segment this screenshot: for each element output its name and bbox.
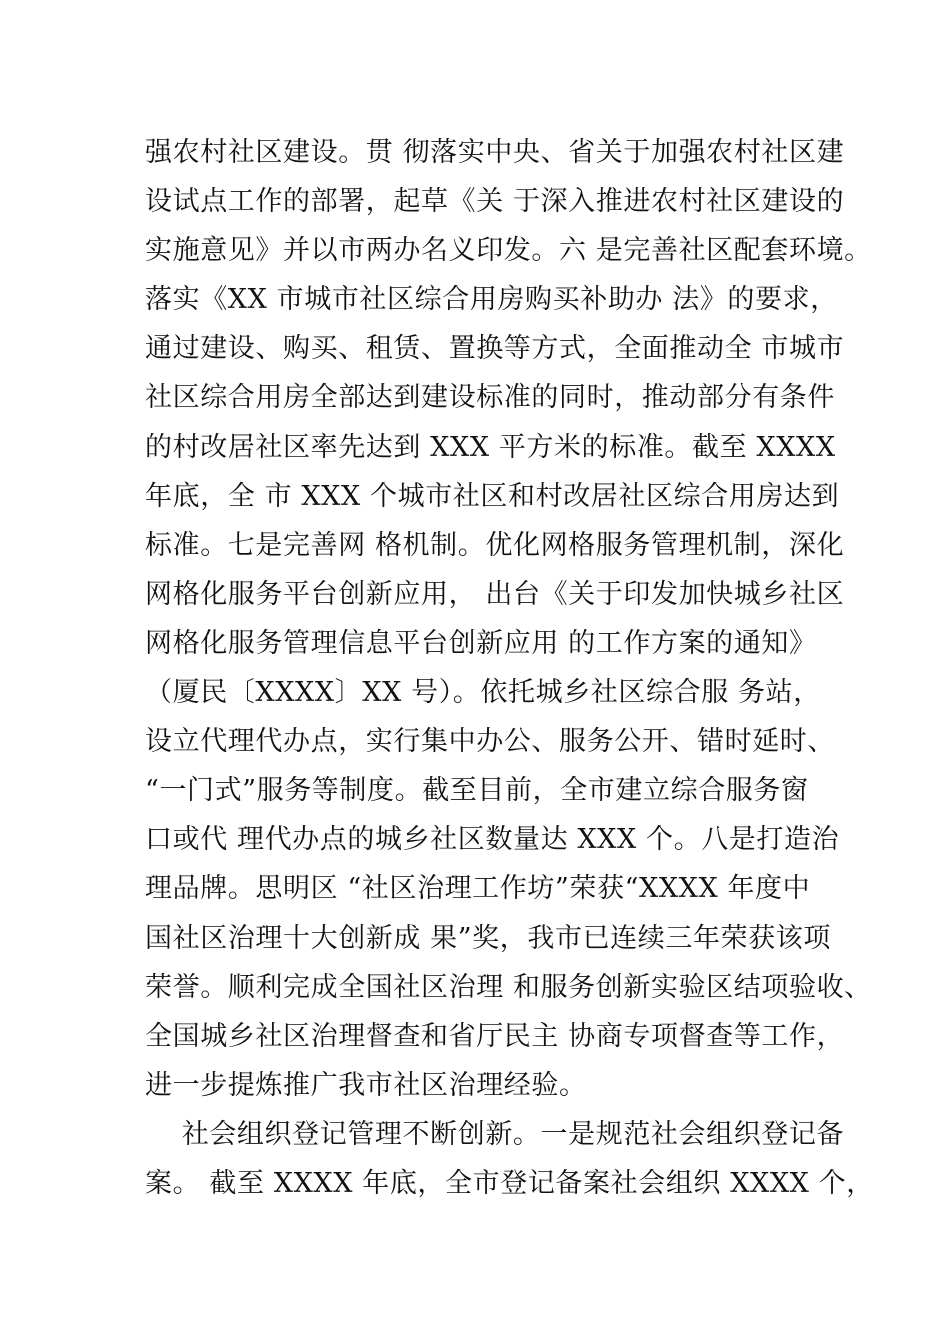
text-line: 荣誉。顺利完成全国社区治理 和服务创新实验区结项验收、	[145, 971, 872, 1003]
text-line: 强农村社区建设。贯 彻落实中央、省关于加强农村社区建	[145, 137, 845, 168]
text-line: 标准。七是完善网 格机制。优化网格服务管理机制，深化	[145, 529, 845, 561]
text-line: “一门式”服务等制度。截至目前，全市建立综合服务窗	[145, 775, 809, 807]
body-text	[145, 128, 874, 1208]
text-line: 全国城乡社区治理督查和省厅民主 协商专项督查等工作，	[145, 1020, 845, 1052]
text-line: 设立代理代办点，实行集中办公、服务公开、错时延时、	[145, 726, 835, 758]
text-line: 实施意见》并以市两办名义印发。六 是完善社区配套环境。	[145, 235, 872, 267]
text-line: 通过建设、购买、租赁、置换等方式，全面推动全 市城市	[145, 333, 845, 365]
text-line: 年底，全 市 XXX 个城市社区和村改居社区综合用房达到	[145, 480, 840, 512]
text-line: 设试点工作的部署，起草《关 于深入推进农村社区建设的	[145, 186, 845, 218]
text-line: 网格化服务平台创新应用， 出台《关于印发加快城乡社区	[145, 578, 845, 610]
text-line: 案。 截至 XXXX 年底，全市登记备案社会组织 XXXX 个，	[145, 1167, 874, 1199]
text-line: 口或代 理代办点的城乡社区数量达 XXX 个。八是打造治	[145, 824, 840, 856]
text-line: 进一步提炼推广我市社区治理经验。	[145, 1069, 587, 1101]
text-line: 国社区治理十大创新成 果”奖，我市已连续三年荣获该项	[145, 922, 831, 954]
text-line: 网格化服务管理信息平台创新应用 的工作方案的通知》	[145, 627, 817, 659]
text-line: 社区综合用房全部达到建设标准的同时，推动部分有条件	[145, 382, 835, 414]
text-line: 理品牌。思明区 “社区治理工作坊”荣获“XXXX 年度中	[145, 873, 811, 905]
paragraph-start-line: 社会组织登记管理不断创新。一是规范社会组织登记备	[145, 1118, 845, 1150]
text-line: 落实《XX 市城市社区综合用房购买补助办 法》的要求，	[145, 284, 838, 316]
text-line: （厦民〔XXXX〕XX 号）。依托城乡社区综合服 务站，	[145, 677, 821, 709]
text-line: 的村改居社区率先达到 XXX 平方米的标准。截至 XXXX	[145, 431, 836, 463]
